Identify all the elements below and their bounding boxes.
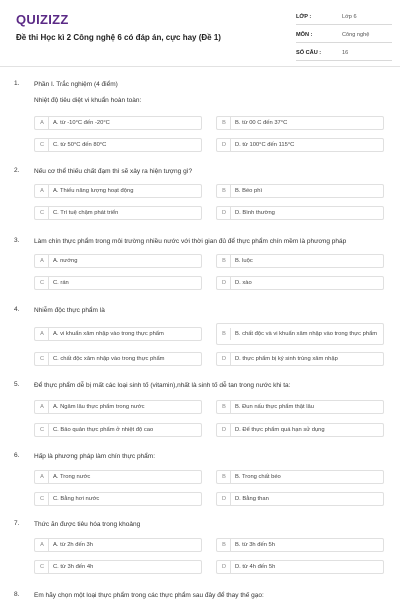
- option-text: D. xào: [235, 279, 252, 286]
- option-text: C. Trí tuệ chậm phát triển: [53, 209, 119, 216]
- option-text: D. Để thực phẩm quá hạn sử dụng: [235, 426, 325, 433]
- meta-row-subject: [296, 28, 392, 43]
- option-a[interactable]: [34, 400, 202, 414]
- question-text: Em hãy chọn một loại thực phẩm trong các thực phẩm sau đây để thay thế gạo:: [34, 592, 264, 599]
- option-letter: A: [36, 185, 49, 197]
- option-letter: D: [218, 207, 231, 219]
- option-letter: B: [218, 185, 231, 197]
- option-letter: D: [218, 139, 231, 151]
- option-letter: A: [36, 328, 49, 340]
- question-number: 5.: [14, 381, 20, 388]
- option-c[interactable]: [34, 276, 202, 290]
- option-text: C. Bằng hơi nước: [53, 495, 100, 502]
- option-d[interactable]: [216, 138, 384, 152]
- option-a[interactable]: [34, 184, 202, 198]
- option-letter: C: [36, 277, 49, 289]
- option-letter: C: [36, 139, 49, 151]
- option-text: B. Trong chất béo: [235, 473, 281, 480]
- option-b[interactable]: [216, 116, 384, 130]
- option-text: A. từ -10°C đến -20°C: [53, 119, 110, 126]
- option-letter: C: [36, 207, 49, 219]
- option-text: C. từ 50°C đến 80°C: [53, 141, 107, 148]
- option-letter: D: [218, 277, 231, 289]
- option-letter: A: [36, 401, 49, 413]
- option-d[interactable]: [216, 423, 384, 437]
- page-title: Đề thi Học kì 2 Công nghệ 6 có đáp án, cực hay (Đề 1): [16, 33, 221, 42]
- option-letter: D: [218, 353, 231, 365]
- option-text: B. luộc: [235, 257, 253, 264]
- option-letter: C: [36, 353, 49, 365]
- option-a[interactable]: [34, 254, 202, 268]
- option-letter: B: [218, 471, 231, 483]
- option-b[interactable]: [216, 400, 384, 414]
- meta-value: Lớp 6: [342, 14, 357, 20]
- option-text: C. Bảo quản thực phẩm ở nhiệt độ cao: [53, 426, 154, 433]
- meta-value: 16: [342, 50, 349, 56]
- meta-value: Công nghệ: [342, 32, 370, 38]
- option-b[interactable]: [216, 254, 384, 268]
- option-text: C. từ 3h đến 4h: [53, 563, 94, 570]
- option-letter: A: [36, 117, 49, 129]
- option-c[interactable]: [34, 492, 202, 506]
- option-text: D. từ 100°C đến 115°C: [235, 141, 295, 148]
- option-letter: C: [36, 424, 49, 436]
- option-letter: B: [218, 539, 231, 551]
- option-c[interactable]: [34, 560, 202, 574]
- option-c[interactable]: [34, 138, 202, 152]
- option-d[interactable]: [216, 492, 384, 506]
- question-text: Làm chín thực phẩm trong môi trường nhiều nước với thời gian đủ để thực phẩm chín mềm là phương pháp: [34, 238, 347, 245]
- option-text: B. chất độc và vi khuẩn xâm nhập vào trong thực phẩm: [235, 330, 378, 337]
- question-number: 8.: [14, 591, 20, 598]
- option-c[interactable]: [34, 423, 202, 437]
- question-number: 7.: [14, 520, 20, 527]
- option-d[interactable]: [216, 206, 384, 220]
- option-text: A. vi khuẩn xâm nhập vào trong thực phẩm: [53, 330, 164, 337]
- option-text: C. chất độc xâm nhập vào trong thực phẩm: [53, 355, 165, 362]
- option-b[interactable]: [216, 184, 384, 198]
- option-a[interactable]: [34, 116, 202, 130]
- question-number: 3.: [14, 237, 20, 244]
- meta-label: LỚP :: [296, 14, 312, 20]
- option-text: D. thực phẩm bị ký sinh trùng xâm nhập: [235, 355, 338, 362]
- option-a[interactable]: [34, 327, 202, 341]
- option-letter: A: [36, 539, 49, 551]
- option-text: B. Béo phì: [235, 187, 263, 194]
- option-text: B. từ 3h đến 5h: [235, 541, 275, 548]
- option-d[interactable]: [216, 352, 384, 366]
- option-c[interactable]: [34, 206, 202, 220]
- option-text: D. Bằng than: [235, 495, 269, 502]
- meta-label: SỐ CÂU :: [296, 50, 322, 56]
- option-a[interactable]: [34, 538, 202, 552]
- option-letter: C: [36, 561, 49, 573]
- option-d[interactable]: [216, 560, 384, 574]
- option-letter: C: [36, 493, 49, 505]
- meta-row-count: [296, 46, 392, 61]
- option-b[interactable]: [216, 323, 384, 345]
- option-letter: B: [218, 401, 231, 413]
- option-letter: B: [218, 328, 231, 340]
- option-c[interactable]: [34, 352, 202, 366]
- option-text: B. từ 00 C đến 37°C: [235, 119, 288, 126]
- option-letter: D: [218, 424, 231, 436]
- option-letter: A: [36, 471, 49, 483]
- option-text: D. từ 4h đến 5h: [235, 563, 276, 570]
- option-text: A. Trong nước: [53, 473, 91, 480]
- worksheet-header: [0, 0, 400, 67]
- option-letter: B: [218, 255, 231, 267]
- question-text: Để thực phẩm dễ bị mất các loại sinh tố (vitamin),nhất là sinh tố dễ tan trong nước khi ta:: [34, 382, 291, 389]
- option-letter: D: [218, 561, 231, 573]
- option-letter: B: [218, 117, 231, 129]
- option-letter: D: [218, 493, 231, 505]
- question-text: Hấp là phương pháp làm chín thực phẩm:: [34, 453, 156, 460]
- quizizz-logo: QUIZIZZ: [16, 12, 69, 27]
- option-letter: A: [36, 255, 49, 267]
- option-text: A. nướng: [53, 257, 78, 264]
- question-number: 1.: [14, 80, 20, 87]
- meta-table: [296, 10, 392, 64]
- question-subtext: Nhiệt độ tiêu diệt vi khuẩn hoàn toàn:: [34, 97, 142, 104]
- option-b[interactable]: [216, 538, 384, 552]
- option-text: A. Ngâm lâu thực phẩm trong nước: [53, 403, 145, 410]
- question-text: Phần I. Trắc nghiệm (4 điểm): [34, 81, 118, 88]
- question-text: Nhiễm độc thực phẩm là: [34, 307, 105, 314]
- option-text: B. Đun nấu thực phẩm thật lâu: [235, 403, 314, 410]
- option-text: A. từ 2h đến 3h: [53, 541, 93, 548]
- option-d[interactable]: [216, 276, 384, 290]
- option-text: C. rán: [53, 279, 69, 286]
- option-text: D. Bình thường: [235, 209, 275, 216]
- option-a[interactable]: [34, 470, 202, 484]
- question-number: 4.: [14, 306, 20, 313]
- option-text: A. Thiếu năng lượng hoạt động: [53, 187, 134, 194]
- option-b[interactable]: [216, 470, 384, 484]
- meta-row-class: [296, 10, 392, 25]
- question-text: Nếu cơ thể thiếu chất đạm thì sẽ xảy ra hiện tượng gì?: [34, 168, 193, 175]
- question-number: 6.: [14, 452, 20, 459]
- question-text: Thức ăn được tiêu hóa trong khoảng: [34, 521, 141, 528]
- question-number: 2.: [14, 167, 20, 174]
- meta-label: MÔN :: [296, 32, 313, 38]
